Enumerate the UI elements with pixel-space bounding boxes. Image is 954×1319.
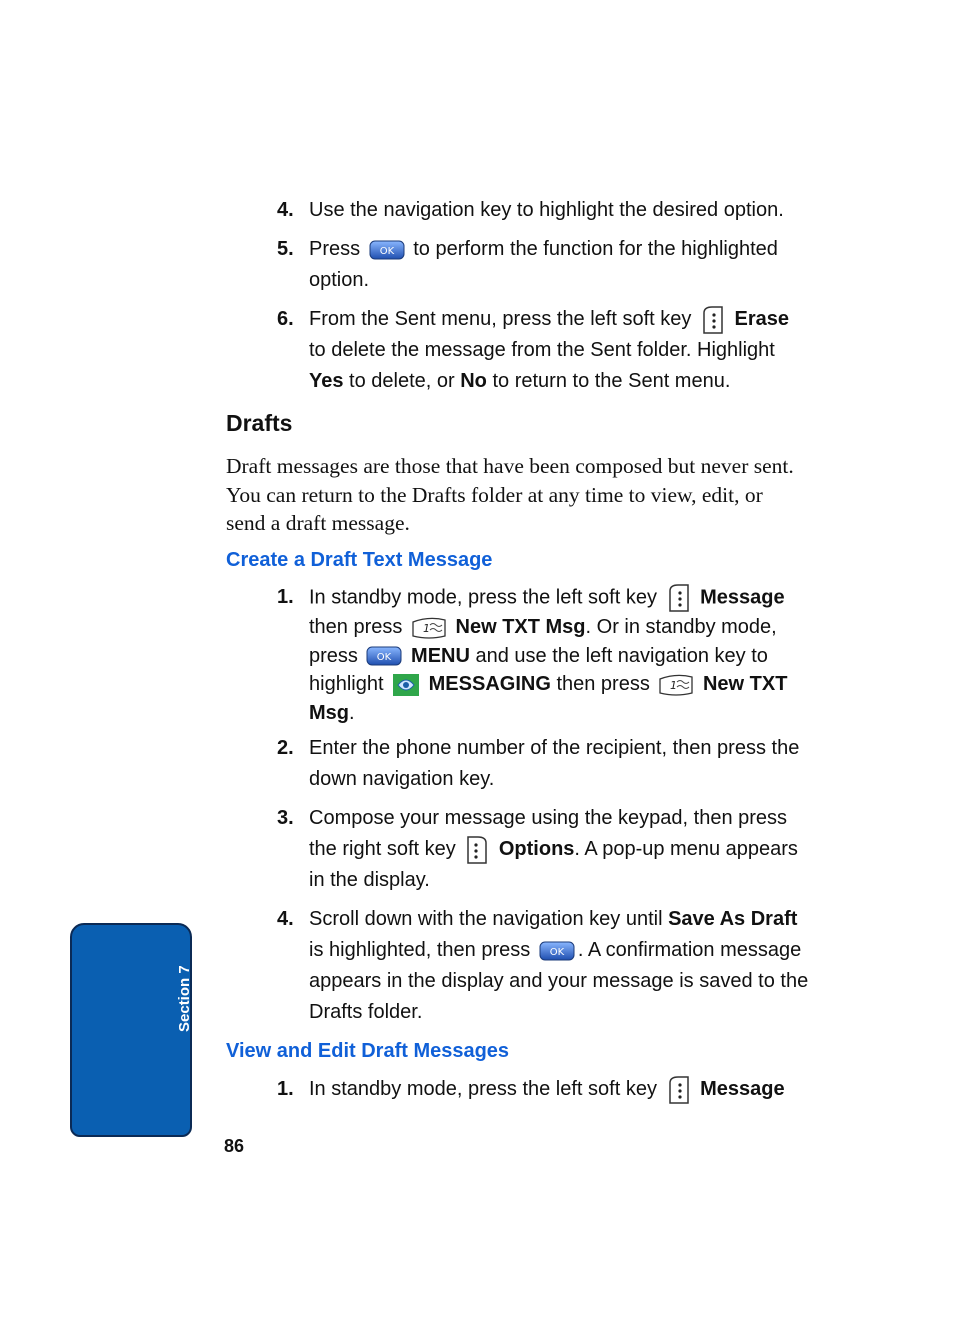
key-1-icon [658,673,694,697]
create-draft-heading: Create a Draft Text Message [226,549,493,571]
section-tab [70,923,192,1137]
step-number: 3. [277,807,294,829]
section-tab-label: Section 7 [176,965,193,1032]
svg-text:1: 1 [422,621,430,635]
step-number: 2. [277,737,294,759]
step-text: Press [309,238,361,260]
svg-text:1: 1 [670,678,678,692]
step-number: 1. [277,1078,294,1100]
ok-key-icon [539,941,575,961]
svg-text:OK: OK [379,245,394,257]
ok-key-icon [366,646,402,666]
step-number: 4. [277,199,294,221]
step-text: Use the navigation key to highlight the desired option. [309,199,784,221]
messaging-icon [392,673,420,697]
step-number: 4. [277,908,294,930]
key-1-icon [411,616,447,640]
svg-text:OK: OK [549,946,565,958]
drafts-heading: Drafts [226,410,293,436]
view-edit-heading: View and Edit Draft Messages [226,1040,510,1062]
svg-text:OK: OK [377,652,392,664]
left-soft-key-icon [666,583,692,613]
ok-key-icon [369,240,405,260]
left-soft-key-icon [666,1075,692,1105]
step-text: to perform the function for the highlighted option. [309,238,778,291]
drafts-body: Draft messages are those that have been composed but never sent. You can return to the Drafts folder at any time to view, edit, or send a draft message. [226,454,794,535]
left-soft-key-icon [700,305,726,335]
page-number: 86 [224,1136,245,1156]
right-soft-key-icon [464,835,490,865]
step-number: 6. [277,308,294,330]
step-number: 1. [277,586,294,608]
step-number: 5. [277,238,294,260]
step-text: Enter the phone number of the recipient, then press the down navigation key. [309,737,800,790]
